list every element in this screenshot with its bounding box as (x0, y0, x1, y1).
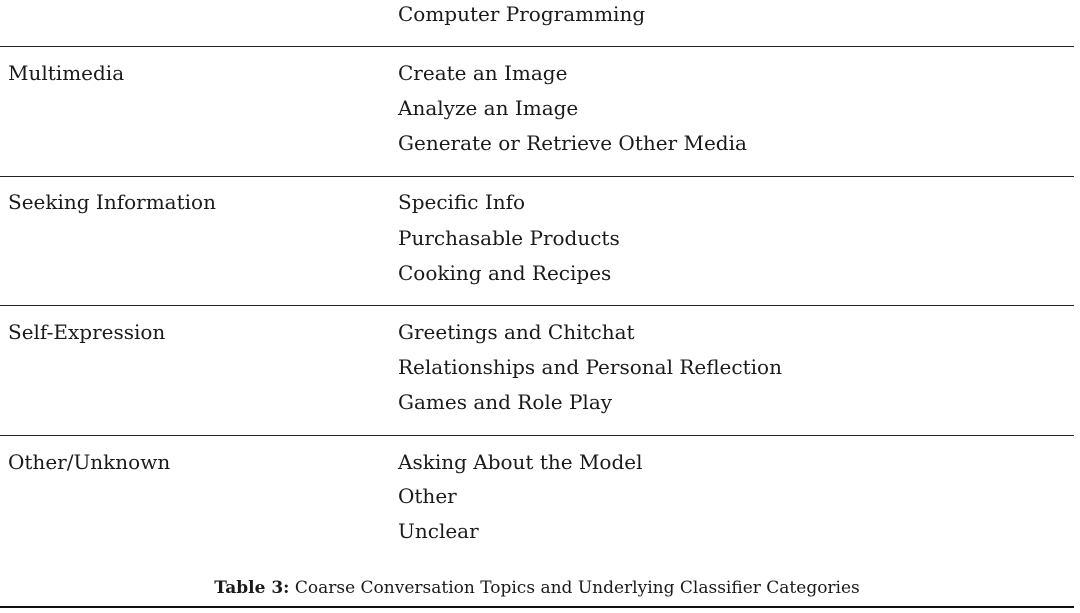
subcategory-specific-info: Specific Info (398, 190, 526, 214)
subcategory-other-media: Generate or Retrieve Other Media (398, 131, 747, 155)
subcategory-unclear: Unclear (398, 519, 479, 543)
topic-multimedia: Multimedia (8, 61, 125, 85)
caption-label: Table 3: (214, 578, 290, 598)
table-caption (0, 577, 1074, 599)
subcategory-create-image: Create an Image (398, 61, 568, 85)
subcategory-games-role-play: Games and Role Play (398, 390, 613, 414)
row-divider (0, 46, 1074, 47)
subcategory-analyze-image: Analyze an Image (398, 96, 579, 120)
subcategory-other: Other (398, 484, 457, 508)
bottom-rule (0, 606, 1074, 608)
subcategory-relationships-reflection: Relationships and Personal Reflection (398, 355, 782, 379)
subcategory-asking-about-model: Asking About the Model (398, 450, 643, 474)
topic-other-unknown: Other/Unknown (8, 450, 171, 474)
topic-self-expression: Self-Expression (8, 320, 166, 344)
subcategory-greetings-chitchat: Greetings and Chitchat (398, 320, 635, 344)
row-divider (0, 305, 1074, 306)
subcategory-cooking-recipes: Cooking and Recipes (398, 261, 612, 285)
caption-text: Coarse Conversation Topics and Underlying Classifier Categories (294, 578, 860, 598)
topic-seeking-information: Seeking Information (8, 190, 216, 214)
row-divider (0, 176, 1074, 177)
row-divider (0, 435, 1074, 436)
subcategory-computer-programming: Computer Programming (398, 2, 646, 26)
subcategory-purchasable-products: Purchasable Products (398, 226, 620, 250)
